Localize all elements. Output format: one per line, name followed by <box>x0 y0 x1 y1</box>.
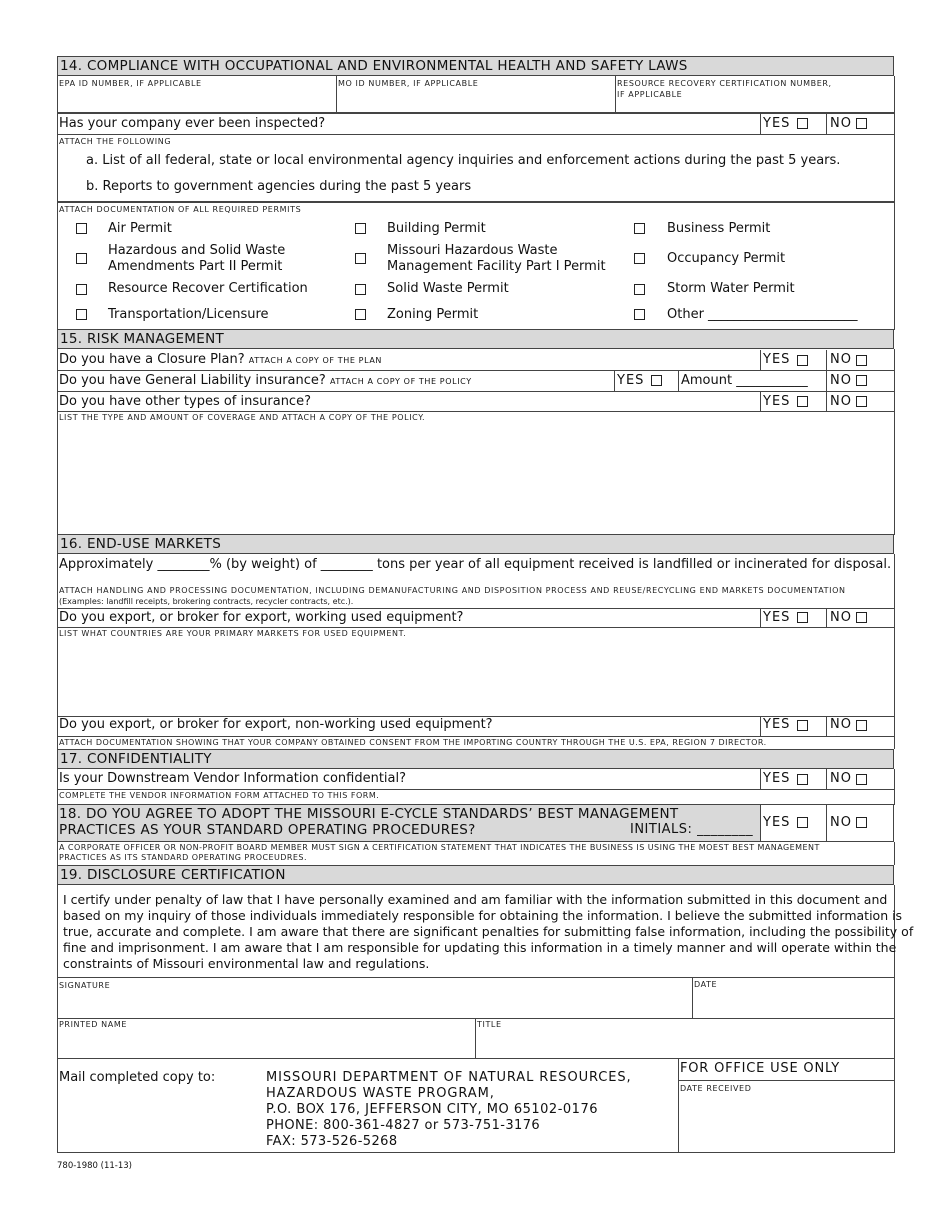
working-export-no-checkbox[interactable] <box>856 612 867 623</box>
divider <box>826 114 827 134</box>
coverage-list-field[interactable] <box>58 424 893 532</box>
certification-line-3: true, accurate and complete. I am aware that there are significant penalties for submitting false information, including the possibility of <box>63 924 914 939</box>
frame-right <box>894 769 895 805</box>
hazardous-solid-waste-checkbox[interactable] <box>76 253 87 264</box>
attach-following-label: ATTACH THE FOLLOWING <box>59 137 172 146</box>
air-permit-label: Air Permit <box>108 221 172 236</box>
title-field[interactable] <box>476 1019 893 1058</box>
divider <box>57 411 894 412</box>
rr-cert-label: RESOURCE RECOVERY CERTIFICATION NUMBER, <box>617 79 832 88</box>
frame-right <box>894 842 895 865</box>
divider <box>760 350 761 370</box>
bmp-no-checkbox[interactable] <box>856 817 867 828</box>
landfill-statement[interactable]: Approximately ________% (by weight) of ________ tons per year of all equipment received is landfilled or incinerated for disposal. <box>59 557 892 572</box>
date-label: DATE <box>694 980 718 989</box>
consent-note: ATTACH DOCUMENTATION SHOWING THAT YOUR COMPANY OBTAINED CONSENT FROM THE IMPORTING COUNTRY THROUGH THE U.S. EPA, REGION 7 DIRECTOR. <box>59 738 767 747</box>
nonworking-export-question: Do you export, or broker for export, non-working used equipment? <box>59 717 493 732</box>
working-export-question: Do you export, or broker for export, working used equipment? <box>59 610 464 625</box>
divider <box>57 112 894 114</box>
divider <box>678 1080 894 1081</box>
epa-id-label: EPA ID NUMBER, IF APPLICABLE <box>59 79 202 88</box>
liability-note: ATTACH A COPY OF THE POLICY <box>329 377 472 386</box>
yes-label: YES <box>763 771 791 786</box>
working-export-yes-checkbox[interactable] <box>797 612 808 623</box>
attach-item-a: a. List of all federal, state or local environmental agency inquiries and enforcement actions during the past 5 years. <box>86 153 841 168</box>
mo-id-field[interactable] <box>337 76 615 113</box>
air-permit-checkbox[interactable] <box>76 223 87 234</box>
divider <box>826 769 827 789</box>
closure-plan-question <box>59 352 382 367</box>
divider <box>57 201 894 203</box>
divider <box>760 392 761 411</box>
mail-fax: FAX: 573-526-5268 <box>266 1134 398 1149</box>
rr-cert-label-2: IF APPLICABLE <box>617 90 683 99</box>
attach-item-b: b. Reports to government agencies during the past 5 years <box>86 179 472 194</box>
yes-label: YES <box>617 373 645 388</box>
divider <box>57 736 894 737</box>
divider <box>614 371 615 391</box>
certification-line-5: constraints of Missouri environmental law and regulations. <box>63 956 430 971</box>
section-19-title: 19. DISCLOSURE CERTIFICATION <box>60 867 286 883</box>
mail-address-line-2: HAZARDOUS WASTE PROGRAM, <box>266 1086 495 1101</box>
inspected-yes-checkbox[interactable] <box>797 118 808 129</box>
date-received-label: DATE RECEIVED <box>680 1084 752 1093</box>
frame-right <box>894 76 895 330</box>
divider <box>760 769 761 789</box>
divider <box>57 1152 894 1153</box>
no-label: NO <box>830 394 852 409</box>
no-label: NO <box>830 352 852 367</box>
office-use-title: FOR OFFICE USE ONLY <box>680 1061 841 1076</box>
epa-id-field[interactable] <box>57 76 336 113</box>
rr-cert-field[interactable] <box>616 76 894 113</box>
divider <box>678 371 679 391</box>
section-17-header <box>57 749 894 769</box>
other-insurance-yes-checkbox[interactable] <box>797 396 808 407</box>
divider <box>57 370 894 371</box>
no-label: NO <box>830 373 852 388</box>
divider <box>826 717 827 736</box>
frame-left <box>57 76 58 330</box>
no-label: NO <box>830 815 852 830</box>
countries-label: LIST WHAT COUNTRIES ARE YOUR PRIMARY MARKETS FOR USED EQUIPMENT. <box>59 629 407 638</box>
occupancy-permit-label: Occupancy Permit <box>667 251 786 266</box>
divider <box>760 114 761 134</box>
certification-note-2: PRACTICES AS ITS STANDARD OPERATING PROCEUDRES. <box>59 853 307 862</box>
hazardous-solid-waste-label: Hazardous and Solid Waste <box>108 243 286 258</box>
permits-label: ATTACH DOCUMENTATION OF ALL REQUIRED PERMITS <box>59 205 302 214</box>
examples-note: (Examples: landfill receipts, brokering contracts, recycler contracts, etc.). <box>59 597 354 606</box>
yes-label: YES <box>763 352 791 367</box>
business-permit-label: Business Permit <box>667 221 771 236</box>
bmp-yes-checkbox[interactable] <box>797 817 808 828</box>
confidential-no-checkbox[interactable] <box>856 774 867 785</box>
divider <box>826 609 827 628</box>
divider <box>57 391 894 392</box>
no-label: NO <box>830 116 852 131</box>
divider <box>826 804 827 842</box>
divider <box>760 609 761 628</box>
liability-no-checkbox[interactable] <box>856 375 867 386</box>
section-15-header <box>57 329 894 349</box>
attach-handling-note: ATTACH HANDLING AND PROCESSING DOCUMENTATION, INCLUDING DEMANUFACTURING AND DISPOSITION PROCESS AND REUSE/RECYCLING END MARKETS DOCUMENTATION <box>59 586 846 595</box>
solid-waste-permit-checkbox[interactable] <box>355 284 366 295</box>
confidential-question: Is your Downstream Vendor Information confidential? <box>59 771 407 786</box>
other-insurance-no-checkbox[interactable] <box>856 396 867 407</box>
yes-label: YES <box>763 815 791 830</box>
printed-name-field[interactable] <box>58 1019 474 1058</box>
nonworking-export-no-checkbox[interactable] <box>856 720 867 731</box>
nonworking-export-yes-checkbox[interactable] <box>797 720 808 731</box>
frame-right <box>894 554 895 749</box>
solid-waste-permit-label: Solid Waste Permit <box>387 281 509 296</box>
yes-label: YES <box>763 116 791 131</box>
closure-plan-note: ATTACH A COPY OF THE PLAN <box>248 356 382 365</box>
liability-text: Do you have General Liability insurance? <box>59 373 326 388</box>
other-permit-checkbox[interactable] <box>634 309 645 320</box>
mail-address-line-3: P.O. BOX 176, JEFFERSON CITY, MO 65102-0176 <box>266 1102 598 1117</box>
transportation-checkbox[interactable] <box>76 309 87 320</box>
signature-field[interactable] <box>58 978 691 1017</box>
confidential-yes-checkbox[interactable] <box>797 774 808 785</box>
liability-question <box>59 373 472 388</box>
certification-line-2: based on my inquiry of those individuals immediately responsible for obtaining the information. I believe the submitted information is <box>63 908 903 923</box>
frame-left <box>57 769 58 805</box>
closure-no-checkbox[interactable] <box>856 355 867 366</box>
other-insurance-question: Do you have other types of insurance? <box>59 394 311 409</box>
divider <box>826 371 827 391</box>
storm-water-permit-label: Storm Water Permit <box>667 281 795 296</box>
resource-recover-checkbox[interactable] <box>76 284 87 295</box>
liability-yes-checkbox[interactable] <box>651 375 662 386</box>
divider <box>760 717 761 736</box>
missouri-hazardous-waste-checkbox[interactable] <box>355 253 366 264</box>
section-14-title: 14. COMPLIANCE WITH OCCUPATIONAL AND ENVIRONMENTAL HEALTH AND SAFETY LAWS <box>60 58 688 74</box>
divider <box>57 627 894 628</box>
resource-recover-label: Resource Recover Certification <box>108 281 308 296</box>
section-18-title: 18. DO YOU AGREE TO ADOPT THE MISSOURI E-CYCLE STANDARDS’ BEST MANAGEMENT <box>59 806 679 822</box>
countries-field[interactable] <box>58 640 893 715</box>
building-permit-label: Building Permit <box>387 221 486 236</box>
no-label: NO <box>830 610 852 625</box>
mo-id-label: MO ID NUMBER, IF APPLICABLE <box>338 79 479 88</box>
hazardous-solid-waste-label-2: Amendments Part II Permit <box>108 259 283 274</box>
inspected-question: Has your company ever been inspected? <box>59 116 326 131</box>
certification-line-4: fine and imprisonment. I am aware that I am responsible for updating this information in a timely manner and will operate within the <box>63 940 897 955</box>
divider <box>826 350 827 370</box>
date-field[interactable] <box>693 978 893 1017</box>
liability-amount[interactable]: Amount ___________ <box>681 373 808 388</box>
section-17-title: 17. CONFIDENTIALITY <box>60 751 212 767</box>
coverage-list-label: LIST THE TYPE AND AMOUNT OF COVERAGE AND ATTACH A COPY OF THE POLICY. <box>59 413 426 422</box>
section-16-title: 16. END-USE MARKETS <box>60 536 222 552</box>
no-label: NO <box>830 771 852 786</box>
section-19-header <box>57 865 894 885</box>
mail-address-line-1: MISSOURI DEPARTMENT OF NATURAL RESOURCES, <box>266 1070 632 1085</box>
zoning-permit-checkbox[interactable] <box>355 309 366 320</box>
printed-name-label: PRINTED NAME <box>59 1020 127 1029</box>
other-permit-label: Other _______________________ <box>667 307 858 322</box>
divider <box>57 134 894 135</box>
divider <box>57 1058 894 1059</box>
divider <box>57 608 894 609</box>
vendor-form-note: COMPLETE THE VENDOR INFORMATION FORM ATTACHED TO THIS FORM. <box>59 791 380 800</box>
frame-left <box>57 842 58 865</box>
closure-yes-checkbox[interactable] <box>797 355 808 366</box>
section-18-title-2: PRACTICES AS YOUR STANDARD OPERATING PROCEDURES? <box>59 822 476 838</box>
frame-right <box>894 349 895 535</box>
building-permit-checkbox[interactable] <box>355 223 366 234</box>
title-label: TITLE <box>477 1020 502 1029</box>
closure-plan-text: Do you have a Closure Plan? <box>59 352 245 367</box>
yes-label: YES <box>763 717 791 732</box>
storm-water-permit-checkbox[interactable] <box>634 284 645 295</box>
divider <box>678 1058 679 1153</box>
form-number: 780-1980 (11-13) <box>57 1161 132 1171</box>
inspected-no-checkbox[interactable] <box>856 118 867 129</box>
signature-label: SIGNATURE <box>59 981 111 990</box>
initials-field[interactable]: INITIALS: ________ <box>630 822 754 837</box>
section-14-header <box>57 56 894 76</box>
transportation-label: Transportation/Licensure <box>108 307 269 322</box>
certification-note: A CORPORATE OFFICER OR NON-PROFIT BOARD MEMBER MUST SIGN A CERTIFICATION STATEMENT THAT INDICATES THE BUSINESS IS USING THE MOEST BEST MANAGEMENT <box>59 843 820 852</box>
missouri-hazardous-waste-label: Missouri Hazardous Waste <box>387 243 558 258</box>
section-15-title: 15. RISK MANAGEMENT <box>60 331 225 347</box>
section-16-header <box>57 534 894 554</box>
zoning-permit-label: Zoning Permit <box>387 307 479 322</box>
business-permit-checkbox[interactable] <box>634 223 645 234</box>
mail-label: Mail completed copy to: <box>59 1070 216 1085</box>
mail-phone: PHONE: 800-361-4827 or 573-751-3176 <box>266 1118 541 1133</box>
yes-label: YES <box>763 394 791 409</box>
no-label: NO <box>830 717 852 732</box>
divider <box>826 392 827 411</box>
occupancy-permit-checkbox[interactable] <box>634 253 645 264</box>
divider <box>57 789 894 790</box>
certification-line-1: I certify under penalty of law that I have personally examined and am familiar with the information submitted in this document and <box>63 892 888 907</box>
yes-label: YES <box>763 610 791 625</box>
missouri-hazardous-waste-label-2: Management Facility Part I Permit <box>387 259 606 274</box>
